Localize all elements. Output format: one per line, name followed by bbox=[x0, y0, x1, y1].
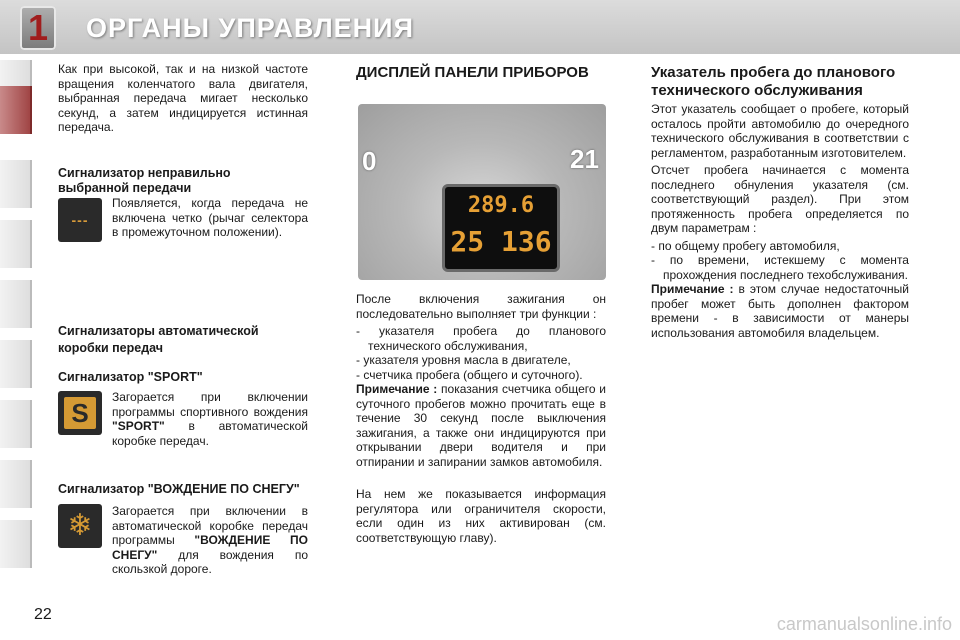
side-tab[interactable] bbox=[0, 220, 32, 268]
wrong-gear-indicator-icon: --- bbox=[58, 198, 102, 242]
service-indicator-body: Этот указатель сообщает о пробеге, который осталось пройти автомобилю до очередного технического обслуживания в соответствии с регламентом, разработанным изготовителем. Отсчет пробега начинается с момента последнего обнуления указателя (см. соответствующий раздел). При этом протяженность пробега определяется по двум параметрам : - по общему пробегу автомобиля, - по времени, истекшему с момента прохождения последнего техобслуживания. Примечание : в этом случае недостаточный пробег может быть дополнен фактором времени - в зависимости от манеры использования автомобиля владельцем. bbox=[651, 102, 909, 340]
wrong-gear-title-line2: выбранной передачи bbox=[58, 181, 192, 195]
header-bar bbox=[0, 0, 960, 54]
page-number: 22 bbox=[34, 606, 52, 623]
list-item: - указателя уровня масла в двигателе, bbox=[356, 353, 571, 367]
side-tabs bbox=[0, 60, 32, 580]
instrument-panel-display-image bbox=[358, 104, 606, 280]
display-section-title: ДИСПЛЕЙ ПАНЕЛИ ПРИБОРОВ bbox=[356, 64, 589, 81]
chapter-number: 1 bbox=[20, 6, 56, 50]
service-indicator-title: Указатель пробега до планового технического обслуживания bbox=[651, 64, 896, 99]
wrong-gear-text: Появляется, когда передача не включена четко (рычаг селектора в промежуточном положении). bbox=[112, 196, 308, 239]
side-tab[interactable] bbox=[0, 460, 32, 508]
wrong-gear-title-line1: Сигнализатор неправильно bbox=[58, 166, 231, 180]
scale-left-label: 0 bbox=[362, 146, 377, 176]
snow-text: Загорается при включении в автоматической коробке передач программы "ВОЖДЕНИЕ ПО СНЕГУ" для вождения по скользкой дороге. bbox=[112, 504, 308, 576]
lcd-screen bbox=[442, 184, 560, 272]
display-body: После включения зажигания он последовательно выполняет три функции : - указателя пробега до планового технического обслуживания, - указателя уровня масла в двигателе, - счетчика пробега (общего и суточного). Примечание : показания счетчика общего и суточного пробегов можно прочитать еще в течение 30 секунд после выключения зажигания, а также они индицируются при открывании двери водителя и при отпирании и запирании замков автомобиля. На нем же показывается информация регулятора или ограничителя скорости, если один из них активирован (см. соответствующую главу). bbox=[356, 292, 606, 545]
list-item: - указателя пробега до планового технического обслуживания, bbox=[356, 324, 606, 353]
side-tab[interactable] bbox=[0, 520, 32, 568]
wrong-gear-title bbox=[58, 166, 308, 196]
lcd-line-service: 289.6 bbox=[467, 193, 535, 218]
list-item: - счетчика пробега (общего и суточного). bbox=[356, 367, 583, 382]
speed-limiter-note: На нем же показывается информация регулятора или ограничителя скорости, если один из них активирован (см. соответствующую главу). bbox=[356, 487, 606, 545]
watermark: carmanualsonline.info bbox=[776, 614, 952, 634]
list-item: - по общему пробегу автомобиля, bbox=[651, 238, 840, 253]
service-params-list bbox=[651, 239, 909, 283]
side-tab[interactable] bbox=[0, 280, 32, 328]
snowflake-icon: ❄ bbox=[58, 504, 102, 548]
left-intro bbox=[58, 62, 308, 135]
chapter-title: ОРГАНЫ УПРАВЛЕНИЯ bbox=[86, 13, 414, 43]
lcd-line-odometer: 25 136 bbox=[450, 225, 552, 258]
side-tab[interactable] bbox=[0, 340, 32, 388]
scale-right-label: 21 bbox=[570, 144, 599, 174]
sport-text: Загорается при включении программы спортивного вождения "SPORT" в автоматической коробке передач. bbox=[112, 390, 308, 448]
snow-title: Сигнализатор "ВОЖДЕНИЕ ПО СНЕГУ" bbox=[58, 482, 300, 496]
display-functions-list bbox=[356, 324, 606, 382]
auto-gearbox-title: Сигнализаторы автоматической коробки передач bbox=[58, 324, 259, 355]
list-item: - по времени, истекшему с момента прохождения последнего техобслуживания. bbox=[651, 253, 909, 282]
sport-title: Сигнализатор "SPORT" bbox=[58, 370, 203, 384]
side-tab[interactable] bbox=[0, 160, 32, 208]
intro-text: Как при высокой, так и на низкой частоте вращения коленчатого вала двигателя, выбранная передача мигает несколько секунд, а затем индицируется истинная передача. bbox=[58, 62, 308, 134]
sport-indicator-icon: S bbox=[58, 391, 102, 435]
side-tab[interactable] bbox=[0, 400, 32, 448]
side-tab-active[interactable] bbox=[0, 86, 32, 134]
